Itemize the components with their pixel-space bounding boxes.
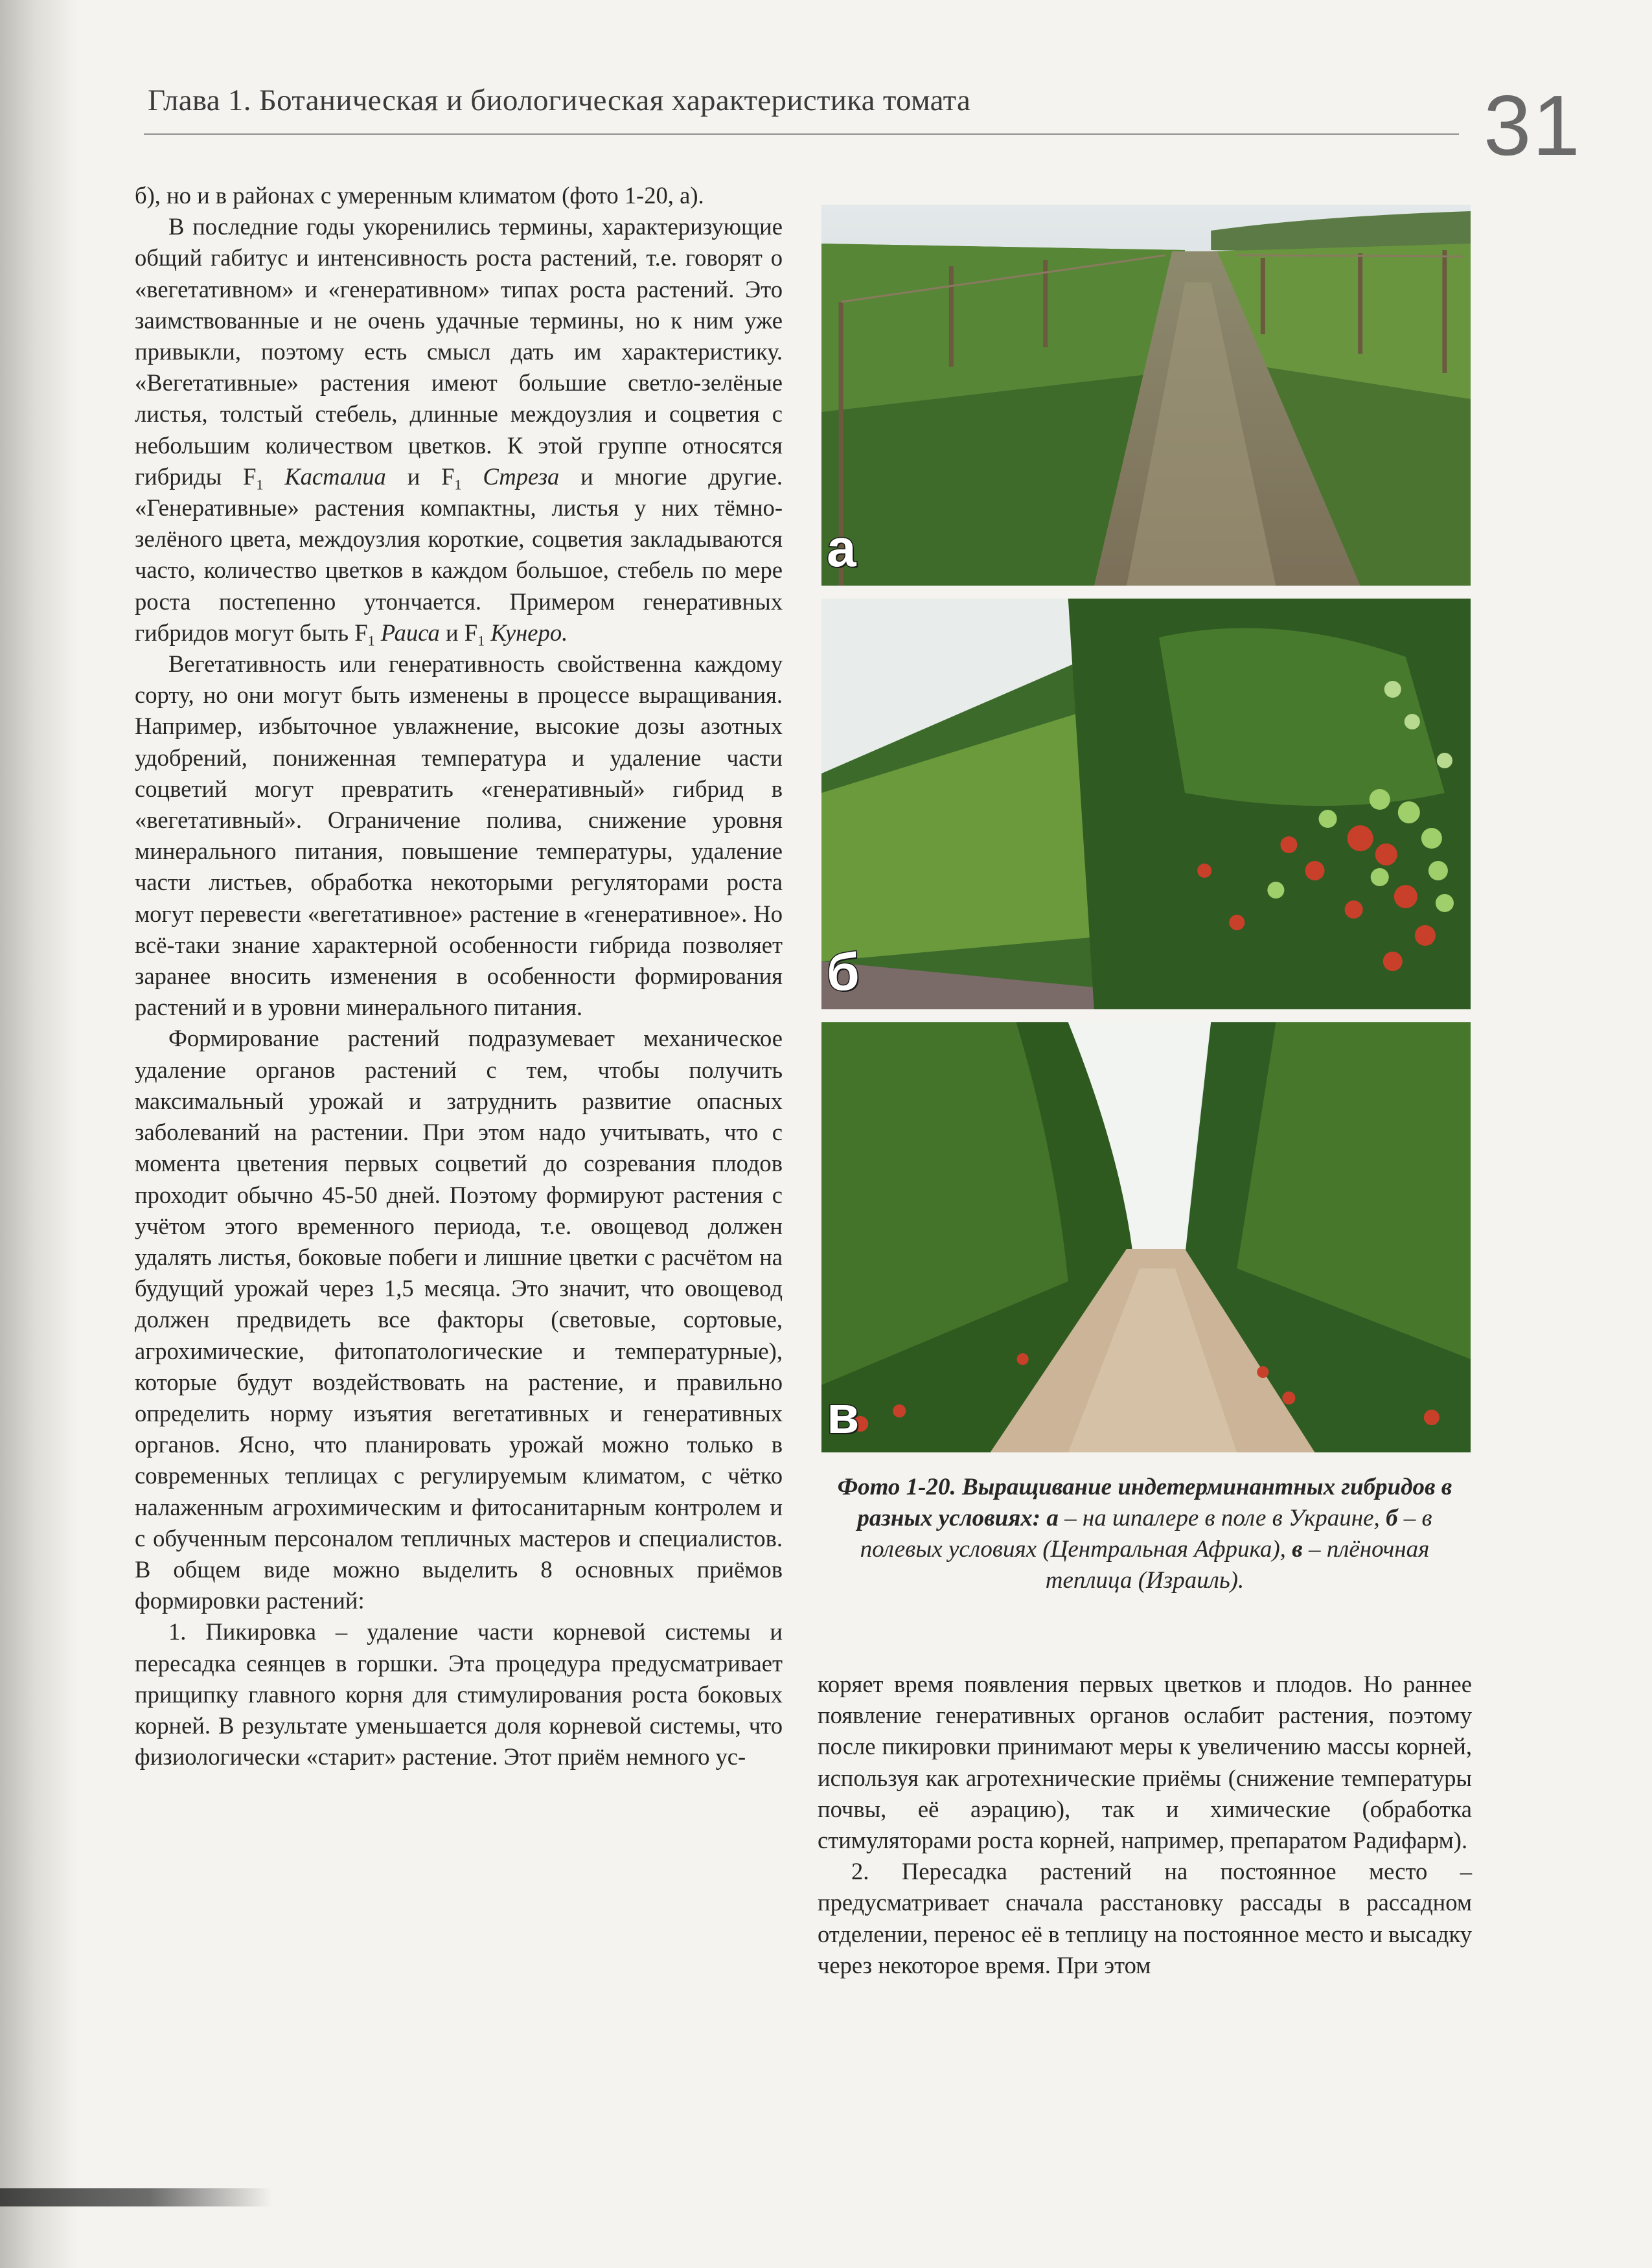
chapter-title: Глава 1. Ботаническая и биологическая характеристика томата: [148, 84, 971, 117]
paragraph: коряет время появления первых цветков и плодов. Но раннее появление генеративных органов ослабит растения, поэтому после пикировки принимают меры к увеличению массы корней, используя как агротехнические приёмы (снижение температуры почвы, её аэрацию), так и химические (обработка стимуляторами роста корней, например, препаратом Радифарм).: [818, 1671, 1472, 1854]
paragraph: 1. Пикировка – удаление части корневой системы и пересадка сеянцев в горшки. Эта процедура предусматривает прищипку главного корня для стимулирования роста боковых корней. В результате уменьшается доля корневой системы, что физиологически «старит» растение. Этот приём немного ус-: [135, 1618, 783, 1770]
caption-key: б: [1386, 1505, 1398, 1531]
photo-label: а: [827, 519, 856, 578]
paragraph: Вегетативность или генеративность свойственна каждому сорту, но они могут быть изменены в процессе выращивания. Например, избыточное увлажнение, высокие дозы азотных удобрений, пониженная температура и удаление части соцветий могут превратить «генеративный» гибрид в «вегетативный». Ограничение полива, снижение уровня минерального питания, повышение температуры, удаление части листьев, обработка некоторыми регуляторами роста могут перевести «вегетативное» растение в «генеративное». Но всё-таки знание характерной особенности гибрида позволяет заранее вносить изменения в особенности формирования растений и в уровни минерального питания.: [135, 650, 783, 1021]
photo-tomato-plants: [821, 599, 1471, 1009]
hybrid-name: Раиса: [380, 619, 440, 646]
caption-key: в: [1292, 1536, 1303, 1563]
header-rule: [144, 133, 1459, 135]
photo-greenhouse-aisle: [821, 1022, 1471, 1452]
paragraph-hybrid-types: В последние годы укоренились термины, характеризующие общий габитус и интенсивность роста растений, т.е. говорят о «вегетативном» и «генеративном» типах роста растений. Это заимствованные и не очень удачные термины, но к ним уже привыкли, поэтому есть смысл дать им характеристику. «Вегетативные» растения имеют большие светло-зелёные листья, толстый стебель, длинные междоузлия и соцветия с небольшим количеством цветков. К этой группе относятся гибриды $F_1$ Касталиа и $F_1$ Стреза и многие другие. «Генеративные» растения компактны, листья у них тёмно-зелёного цвета, междоузлия короткие, соцветия закладываются часто, количество цветков в каждом большое, стебель по мере роста постепенно утончается. Примером генеративных гибридов могут быть $F_1$ Раиса и $F_1$ Кунеро.: [135, 213, 783, 649]
paragraph: Формирование растений подразумевает механическое удаление органов растений с тем, чтобы получить максимальный урожай и затруднить развитие опасных заболеваний на растении. При этом надо учитывать, что с момента цветения первых соцветий до созревания плодов проходит обычно 45-50 дней. Поэтому формируют растения с учётом этого временного периода, т.е. овощевод должен удалять листья, боковые побеги и лишние цветки с расчётом на будущий урожай через 1,5 месяца. Это значит, что овощевод должен предвидеть все факторы (световые, сортовые, агрохимические, фитопатологические и температурные), которые будут воздействовать на растение, и правильно определить норму изъятия вегетативных и генеративных органов. Ясно, что планировать урожай можно только в современных теплицах с регулируемым климатом, с чётко налаженным агрохимическим и фитосанитарным контролем и с обученным персоналом тепличных мастеров и специалистов. В общем виде можно выделить 8 основных приёмов формировки растений:: [135, 1025, 783, 1614]
photo-field-trellis: [821, 205, 1471, 586]
photo-label: б: [827, 943, 860, 1002]
caption-key: а: [1046, 1505, 1059, 1531]
scan-edge-smear: [0, 2188, 272, 2206]
caption-title: Фото 1-20. Выращивание индетерминантных гибридов в разных условиях:: [837, 1474, 1452, 1531]
right-text-column: [818, 1669, 1472, 1981]
paragraph: б), но и в районах с умеренным климатом (фото 1-20, а).: [135, 182, 704, 209]
photo-label: в: [827, 1386, 860, 1445]
page-number: 31: [1484, 78, 1581, 173]
figure-caption: Фото 1-20. Выращивание индетерминантных гибридов в разных условиях: а – на шпалере в поле в Украине, б – в полевых условиях (Центральная Африка), в – плёночная теплица (Израиль).: [837, 1474, 1452, 1594]
left-text-column: [135, 180, 783, 1772]
hybrid-name: Стреза: [483, 463, 560, 490]
hybrid-name: Касталиа: [284, 463, 386, 490]
scan-spine-shadow: [0, 0, 78, 2268]
hybrid-name: Кунеро.: [490, 619, 568, 646]
paragraph: 2. Пересадка растений на постоянное место – предусматривает сначала расстановку рассады в рассадном отделении, перенос её в теплицу на постоянное место и высадку через некоторое время. При этом: [818, 1858, 1472, 1978]
